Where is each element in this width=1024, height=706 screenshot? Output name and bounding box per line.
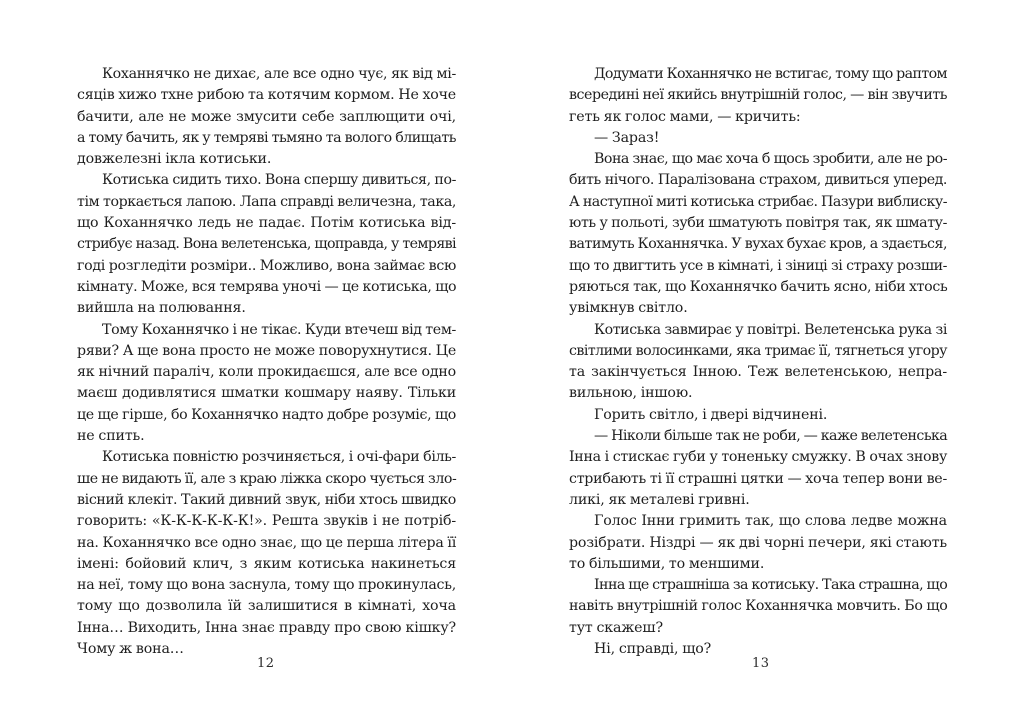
text-line: довжелезні ікла котиськи.	[77, 151, 272, 168]
text-line: ватимуть Коханнячка. У вухах бухає кров, а здається,	[569, 236, 948, 253]
text-line: кімнату. Може, вся темрява уночі — це котиська, що	[77, 278, 457, 295]
page-number-right: 13	[752, 656, 770, 671]
left-page-text	[77, 64, 456, 660]
text-line: вісний клекіт. Такий дивний звук, ніби хтось швидко	[77, 491, 456, 508]
text-line: що то двигтить усе в кімнаті, і зіниці зі страху розши-	[569, 257, 947, 274]
text-line: це ще гірше, бо Коханнячко надто добре розуміє, що	[77, 406, 456, 423]
text-line: ликі, як металеві гривні.	[569, 491, 750, 508]
text-line: стрибають ті її страшні цятки — хоча тепер вони ве-	[569, 470, 947, 487]
text-line: вильною, іншою.	[569, 385, 693, 402]
text-line: тому що дозволила їй залишитися в кімнаті, хоча	[77, 598, 456, 615]
text-line: на неї, тому що вона заснула, тому що прокинулась,	[77, 577, 456, 594]
text-line: навіть внутрішній голос Коханнячка мовчить. Бо що	[569, 598, 948, 615]
text-line: — Ніколи більше так не роби, — каже велетенська	[594, 428, 948, 445]
text-line: що Коханнячко ледь не падає. Потім котиська від-	[77, 215, 456, 232]
text-line: — Зараз!	[594, 129, 660, 146]
text-line: геть як голос мами, — кричить:	[569, 108, 801, 125]
text-line: тут скажеш?	[569, 619, 663, 636]
text-line: ряються так, що Коханнячко бачить ясно, ніби хтось	[569, 278, 948, 295]
right-page	[512, 0, 1024, 706]
text-line: сяців хижо тхне рибою та котячим кормом. Не хоче	[77, 87, 456, 104]
text-line: як нічний параліч, коли прокидаєшся, але все одно	[77, 364, 456, 381]
text-line: Котиська сидить тихо. Вона спершу дивиться, по-	[102, 172, 456, 189]
text-line: маєш додивлятися шматки кошмару наяву. Тільки	[77, 385, 456, 402]
text-line: Ні, справді, що?	[594, 641, 712, 658]
text-line: та закінчується Інною. Теж велетенською, непра-	[569, 364, 947, 381]
text-line: бачити, але не може змусити себе заплющити очі,	[77, 108, 456, 125]
text-line: Голос Інни гримить так, що слова ледве можна	[594, 513, 947, 530]
text-line: вийшла на полювання.	[77, 300, 246, 317]
text-line: всередині неї якийсь внутрішній голос, — він звучить	[569, 87, 947, 104]
text-line: стрибує назад. Вона велетенська, щоправда, у темряві	[77, 236, 456, 253]
text-line: імені: бойовий клич, з яким котиська накинеться	[77, 555, 456, 572]
text-line: бить нічого. Паралізована страхом, дивиться уперед.	[569, 172, 947, 189]
text-line: на. Коханнячко все одно знає, що це перша літера її	[77, 534, 456, 551]
text-line: а тому бачить, як у темряві тьмяно та волого блищать	[77, 129, 456, 146]
text-line: не спить.	[77, 428, 145, 445]
text-line: ють у польоті, зуби шматують повітря так, як шмату-	[569, 215, 947, 232]
text-line: А наступної миті котиська стрибає. Пазури виблиску-	[569, 193, 947, 210]
text-line: Котиська повністю розчиняється, і очі-фари біль-	[102, 449, 456, 466]
text-line: ше не видають її, але з краю ліжка скоро чується зло-	[77, 470, 457, 487]
text-line: тім торкається лапою. Лапа справді величезна, така,	[77, 193, 456, 210]
text-line: говорить: «К-К-К-К-К-К!». Решта звуків і не потріб-	[77, 513, 456, 530]
text-line: Котиська завмирає у повітрі. Велетенська рука зі	[594, 321, 947, 338]
text-line: увімкнув світло.	[569, 300, 688, 317]
text-line: Горить світло, і двері відчинені.	[594, 406, 828, 423]
text-line: Коханнячко не дихає, але все одно чує, як від мі-	[102, 66, 456, 82]
text-line: Інна ще страшніша за котиську. Така страшна, що	[594, 577, 948, 594]
text-line: ряви? А ще вона просто не може поворухнутися. Це	[77, 342, 456, 359]
right-page-text	[569, 64, 947, 660]
text-line: світлими волосинками, яка тримає її, тягнеться угору	[569, 342, 947, 359]
text-line: годі розгледіти розміри.. Можливо, вона займає всю	[77, 257, 457, 274]
page-number-left: 12	[257, 656, 275, 671]
text-line: Інна і стискає губи у тоненьку смужку. В очах знову	[569, 449, 947, 466]
text-line: Чому ж вона…	[77, 641, 184, 658]
text-line: Тому Коханнячко і не тікає. Куди втечеш від тем-	[102, 321, 456, 338]
text-line: Вона знає, що має хоча б щось зробити, але не ро-	[594, 151, 947, 168]
text-line: Інна… Виходить, Інна знає правду про свою кішку?	[77, 619, 456, 636]
text-line: то більшими, то меншими.	[569, 555, 765, 572]
text-line: Додумати Коханнячко не встигає, тому що раптом	[594, 66, 947, 82]
text-line: розібрати. Ніздрі — як дві чорні печери, які стають	[569, 534, 947, 551]
